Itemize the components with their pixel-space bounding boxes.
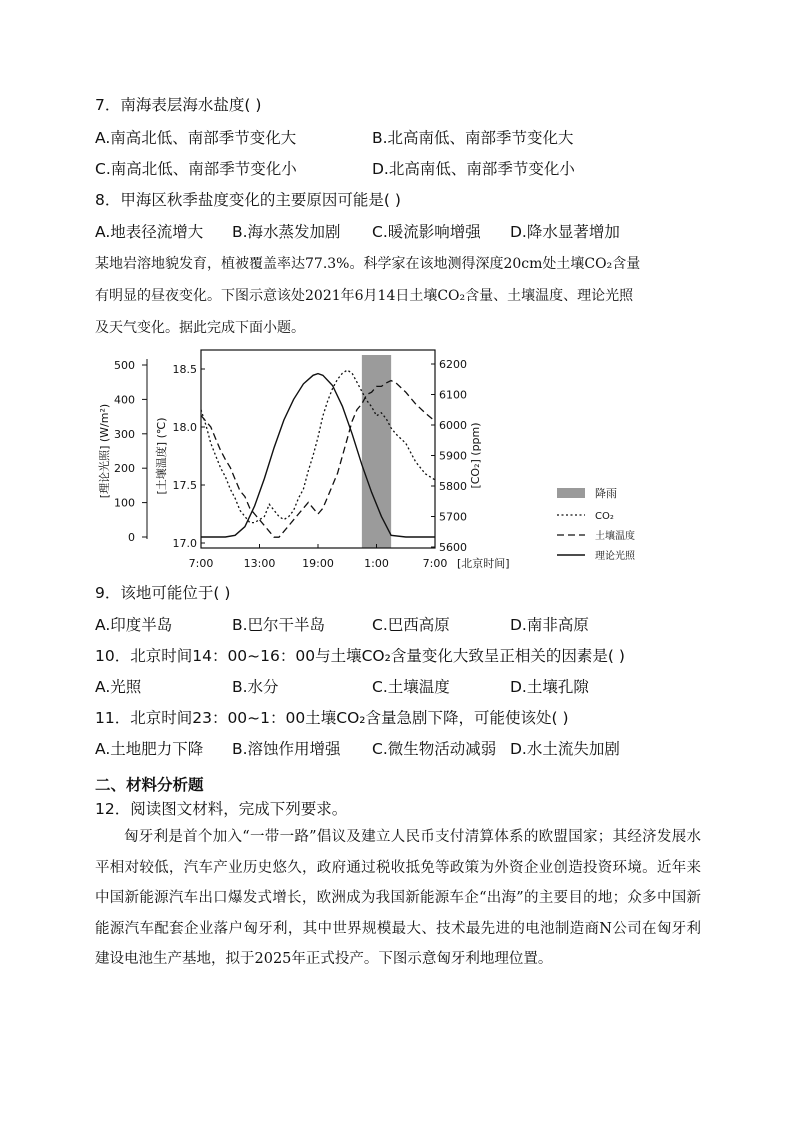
legend-co2-label: CO₂ [595, 511, 614, 522]
left-axis-label: [理论光照] (W/m²) [98, 403, 111, 499]
right-tick-label: 5900 [439, 449, 467, 463]
q8-option-a[interactable]: A.地表径流增大 [95, 223, 204, 241]
section-heading: 二、材料分析题 [95, 776, 204, 794]
q12-paragraph-block [95, 822, 701, 975]
q9-option-a[interactable]: A.印度半岛 [95, 616, 173, 634]
legend-light-label: 理论光照 [595, 551, 635, 562]
mid-tick-label: 18.0 [172, 421, 197, 434]
x-tick-label: 7:00 [188, 557, 214, 570]
plot-frame [201, 350, 435, 548]
q9-option-c[interactable]: C.巴西高原 [372, 616, 450, 634]
material-line-1: 某地岩溶地貌发育，植被覆盖率达77.3%。科学家在该地测得深度20cm处土壤CO₂含量 [95, 256, 641, 272]
legend-rain-swatch [557, 488, 585, 498]
q10-stem: 10．北京时间14：00~16：00与土壤CO₂含量变化大致呈正相关的因素是( ) [95, 647, 625, 665]
q11-stem: 11．北京时间23：00~1：00土壤CO₂含量急剧下降，可能使该处( ) [95, 709, 569, 727]
co2-series-line [201, 370, 435, 522]
q9-option-d[interactable]: D.南非高原 [510, 616, 589, 634]
q11-option-a[interactable]: A.土地肥力下降 [95, 740, 204, 758]
light-series-line [201, 374, 435, 537]
q11-option-c[interactable]: C.微生物活动减弱 [372, 740, 497, 758]
left-tick-label: 100 [114, 496, 135, 510]
q10-option-c[interactable]: C.土壤温度 [372, 678, 450, 696]
left-tick-label: 300 [114, 427, 135, 441]
x-tick-label: 1:00 [364, 557, 389, 570]
q10-option-a[interactable]: A.光照 [95, 678, 142, 696]
soil-temp-series-line [201, 381, 435, 538]
q7-option-d[interactable]: D.北高南低、南部季节变化小 [372, 160, 575, 178]
soil-co2-chart [95, 345, 655, 575]
q12-paragraph: 匈牙利是首个加入“一带一路”倡议及建立人民币支付清算体系的欧盟国家；其经济发展水平相对较低，汽车产业历史悠久，政府通过税收抵免等政策为外资企业创造投资环境。近年来中国新能源汽车出口爆发式增长，欧洲成为我国新能源车企“出海”的主要目的地；众多中国新能源汽车配套企业落户匈牙利，其中世界规模最大、技术最先进的电池制造商N公司在匈牙利建设电池生产基地，拟于2025年正式投产。下图示意匈牙利地理位置。 [95, 829, 701, 967]
left-tick-label: 0 [128, 531, 135, 544]
legend-rain-label: 降雨 [595, 487, 617, 500]
left-tick-label: 200 [114, 462, 135, 476]
x-tick-label: 13:00 [243, 557, 276, 570]
mid-tick-label: 17.5 [172, 479, 197, 492]
right-tick-label: 6100 [439, 388, 467, 402]
rain-band [362, 355, 391, 548]
x-tick-label: 7:00 [422, 557, 448, 570]
q9-stem: 9．该地可能位于( ) [95, 584, 231, 602]
q10-option-b[interactable]: B.水分 [232, 678, 279, 696]
q7-option-b[interactable]: B.北高南低、南部季节变化大 [372, 129, 574, 147]
q10-option-d[interactable]: D.土壤孔隙 [510, 678, 589, 696]
x-axis-label: [北京时间] [457, 557, 510, 570]
left-tick-label: 400 [114, 393, 135, 407]
mid-axis-label: [土壤温度] (℃) [155, 417, 168, 495]
q8-option-b[interactable]: B.海水蒸发加剧 [232, 223, 341, 241]
right-axis-label: [CO₂] (ppm) [469, 422, 482, 489]
mid-tick-label: 17.0 [172, 537, 197, 550]
q11-option-b[interactable]: B.溶蚀作用增强 [232, 740, 341, 758]
q7-option-a[interactable]: A.南高北低、南部季节变化大 [95, 129, 297, 147]
q11-option-d[interactable]: D.水土流失加剧 [510, 740, 620, 758]
left-tick-label: 500 [114, 359, 135, 372]
right-tick-label: 6000 [439, 419, 467, 432]
mid-tick-label: 18.5 [172, 363, 197, 376]
x-tick-label: 19:00 [302, 557, 334, 570]
q8-stem: 8．甲海区秋季盐度变化的主要原因可能是( ) [95, 191, 401, 209]
material-line-3: 及天气变化。据此完成下面小题。 [95, 320, 305, 336]
q7-option-c[interactable]: C.南高北低、南部季节变化小 [95, 160, 297, 178]
legend-temp-label: 土壤温度 [595, 531, 635, 542]
q12-stem: 12．阅读图文材料，完成下列要求。 [95, 800, 348, 818]
right-tick-label: 5700 [439, 510, 467, 524]
material-line-2: 有明显的昼夜变化。下图示意该处2021年6月14日土壤CO₂含量、土壤温度、理论光照 [95, 288, 634, 304]
q7-stem: 7．南海表层海水盐度( ) [95, 96, 262, 114]
q8-option-c[interactable]: C.暖流影响增强 [372, 223, 481, 241]
q9-option-b[interactable]: B.巴尔干半岛 [232, 616, 326, 634]
right-tick-label: 5800 [439, 480, 467, 493]
right-tick-label: 5600 [439, 541, 467, 554]
q8-option-d[interactable]: D.降水显著增加 [510, 223, 620, 241]
right-tick-label: 6200 [439, 358, 467, 371]
